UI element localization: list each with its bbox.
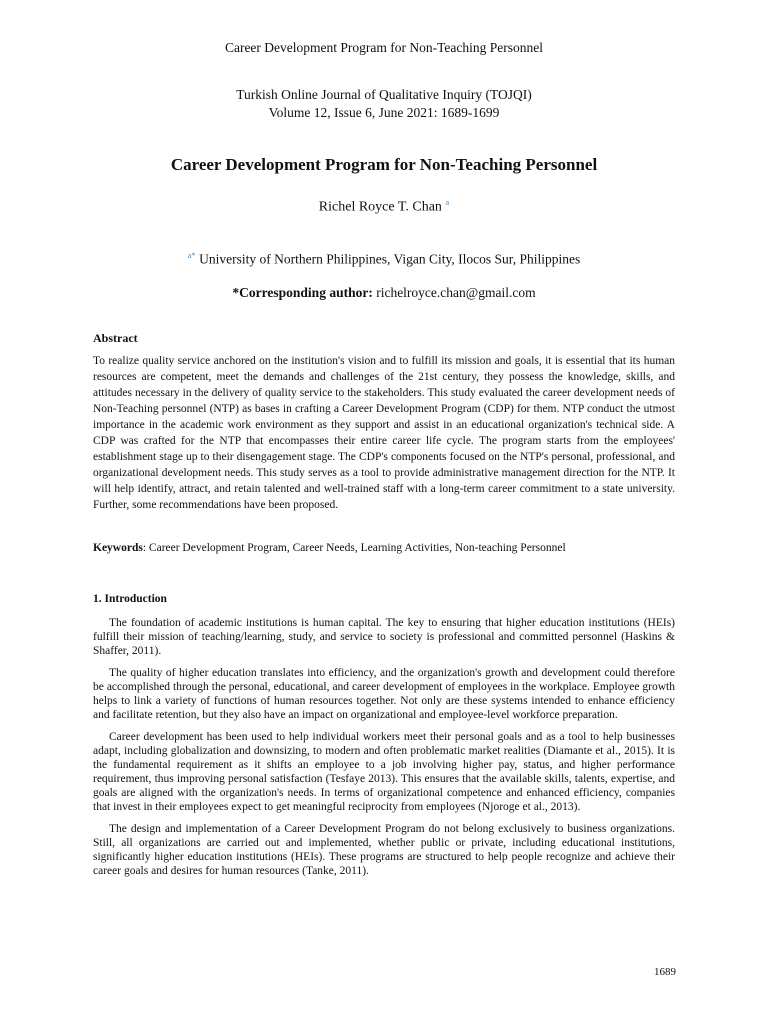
corresponding-label: *Corresponding author: bbox=[232, 285, 373, 300]
affiliation-superscript: a* bbox=[187, 250, 196, 260]
abstract-heading: Abstract bbox=[93, 331, 138, 345]
affiliation-line bbox=[0, 250, 768, 268]
page-number: 1689 bbox=[654, 966, 676, 978]
corresponding-author bbox=[0, 285, 768, 301]
article-title: Career Development Program for Non-Teaching Personnel bbox=[170, 155, 598, 174]
paragraph: Career development has been used to help individual workers meet their personal goals and as a tool to help businesses adapt, including globalization and downsizing, to modern and often problematic market realities (Diamante et al., 2015). It is the fundamental requirement as it shifts an employee to a job involving higher pay, status, and higher performance requirement, thus improving personal satisfaction (Tesfaye 2013). This ensures that the available skills, talents, expertise, and goals are aligned with the organization's needs. In terms of organizational competence and enhanced efficiency, companies that invest in their employees expect to get meaningful reciprocity from employees (Njoroge et al., 2013). bbox=[93, 731, 675, 813]
affiliation: University of Northern Philippines, Vigan City, Ilocos Sur, Philippines bbox=[199, 251, 581, 267]
volume-info: Volume 12, Issue 6, June 2021: 1689-1699 bbox=[268, 105, 500, 120]
running-header: Career Development Program for Non-Teaching Personnel bbox=[224, 40, 544, 55]
corresponding-email: richelroyce.chan@gmail.com bbox=[376, 285, 536, 300]
paragraph: The foundation of academic institutions is human capital. The key to ensuring that higher education institutions (HEIs) fulfill their mission of teaching/learning, study, and service to society is professional and committed personnel (Haskins & Shaffer, 2011). bbox=[93, 617, 675, 657]
keywords-label: Keywords bbox=[93, 542, 143, 554]
author-line bbox=[0, 197, 768, 216]
journal-name: Turkish Online Journal of Qualitative Inquiry (TOJQI) bbox=[236, 87, 532, 102]
author-superscript: a bbox=[445, 197, 450, 207]
keywords-line bbox=[93, 542, 675, 554]
journal-info bbox=[0, 86, 768, 122]
paragraph: The quality of higher education translates into efficiency, and the organization's growth and development could therefore be accomplished through the personal, educational, and career development of employees in the workplace. Employee growth helps to link a variety of functions of human resources together. Not only are these systems intended to enhance efficiency and facilitate retention, but they also have an impact on organizational and employee-level workforce preparation. bbox=[93, 667, 675, 721]
introduction-body bbox=[93, 616, 675, 886]
abstract-text: To realize quality service anchored on the institution's vision and to fulfill its mission and goals, it is essential that its human resources are competent, meet the demands and challenges of the 21st century, they possess the knowledge, skills, and attitudes necessary in the delivery of quality service to the stakeholders. This study evaluated the career development needs of Non-Teaching personnel (NTP) as bases in crafting a Career Development Program (CDP) for them. NTP conduct the utmost importance in the academic work environment as they support and assist in an educational organization's technical side. A CDP was crafted for the NTP that encompasses their entire career life cycle. The program starts from the employees' establishment stage up to their disengagement stage. The CDP's components focused on the NTP's personal, professional, and organizational development needs. This study serves as a tool to provide administrative management direction for the NTP. It will help identify, attract, and retain talented and well-trained staff with a long-term career commitment to a state university. Further, some recommendations have been proposed. bbox=[93, 355, 675, 511]
author-name: Richel Royce T. Chan bbox=[318, 199, 442, 215]
section-heading: 1. Introduction bbox=[93, 593, 167, 605]
paragraph: The design and implementation of a Career Development Program do not belong exclusively to business organizations. Still, all organizations are carried out and implemented, whether public or private, including educational institutions, significantly higher education institutions (HEIs). These programs are structured to help people recognize and achieve their career goals and desires for human resources (Tanke, 2011). bbox=[93, 823, 675, 877]
keywords-text: : Career Development Program, Career Needs, Learning Activities, Non-teaching Personnel bbox=[142, 542, 566, 554]
